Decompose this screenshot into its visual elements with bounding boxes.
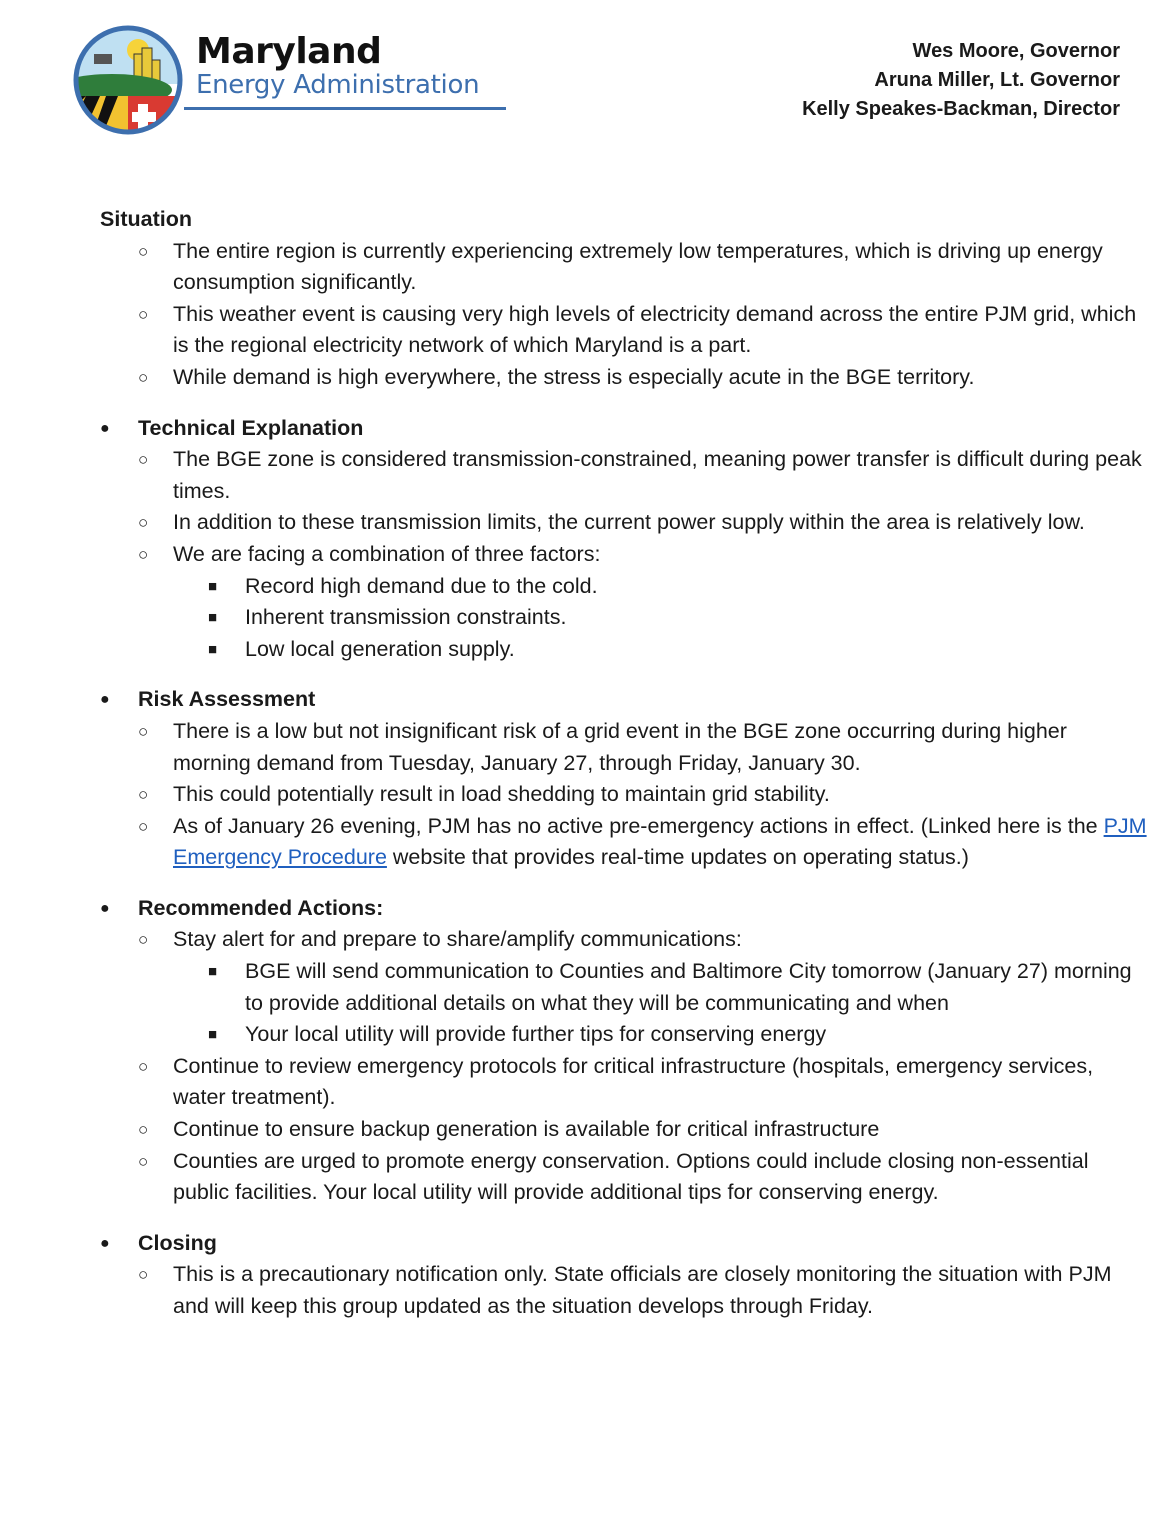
sub-list-item: ■ Low local generation supply. xyxy=(100,634,1150,666)
section-closing xyxy=(100,1228,1150,1323)
org-subname: Energy Administration xyxy=(196,70,480,100)
section-actions xyxy=(100,893,1150,1209)
list-item: ○ In addition to these transmission limits, the current power supply within the area is relatively low. xyxy=(100,507,1150,539)
pjm-prefix: As of January 26 evening, PJM has no active pre-emergency actions in effect. (Linked here is the xyxy=(173,813,1104,838)
list-item: ○ While demand is high everywhere, the stress is especially acute in the BGE territory. xyxy=(100,362,1150,394)
org-name: Maryland xyxy=(196,31,382,72)
officials-block xyxy=(802,37,1120,124)
sub-list-item: ■ Your local utility will provide further tips for conserving energy xyxy=(100,1019,1150,1051)
list-item: ○ This is a precautionary notification only. State officials are closely monitoring the situation with PJM and will keep this group updated as the situation develops through Friday. xyxy=(100,1259,1150,1322)
list-item: ○ We are facing a combination of three factors: xyxy=(100,539,1150,571)
section-heading: ● Technical Explanation xyxy=(100,413,1150,445)
list-item-pjm-status xyxy=(100,811,1150,874)
list-item: ○ The BGE zone is considered transmission-constrained, meaning power transfer is difficult during peak times. xyxy=(100,444,1150,507)
pjm-suffix: website that provides real-time updates on operating status.) xyxy=(386,845,969,870)
list-item: ○ This could potentially result in load shedding to maintain grid stability. xyxy=(100,779,1150,811)
pjm-emergency-procedure-link[interactable]: PJM Emergency Procedure xyxy=(173,813,1147,870)
section-heading: ● Recommended Actions: xyxy=(100,893,1150,925)
list-item: ○ Continue to review emergency protocols for critical infrastructure (hospitals, emergency services, water treatment). xyxy=(100,1051,1150,1114)
official-director: Kelly Speakes-Backman, Director xyxy=(802,98,1120,120)
document-body xyxy=(100,204,1150,1342)
list-item: ○ Counties are urged to promote energy conservation. Options could include closing non-essential public facilities. Your local utility will provide additional tips for conserving energy. xyxy=(100,1146,1150,1209)
section-heading: ● Closing xyxy=(100,1228,1150,1260)
list-item: ○ The entire region is currently experiencing extremely low temperatures, which is driving up energy consumption significantly. xyxy=(100,236,1150,299)
sub-list-item: ■ BGE will send communication to Counties and Baltimore City tomorrow (January 27) morning to provide additional details on what they will be communicating and when xyxy=(100,956,1150,1019)
logo-underline xyxy=(184,107,506,110)
section-risk xyxy=(100,684,1150,874)
mea-logo xyxy=(72,24,512,139)
maryland-seal-icon xyxy=(72,24,184,136)
official-governor: Wes Moore, Governor xyxy=(912,40,1120,62)
section-situation xyxy=(100,204,1150,394)
sub-list-item: ■ Inherent transmission constraints. xyxy=(100,602,1150,634)
section-heading: Situation xyxy=(100,207,192,231)
list-item: ○ Continue to ensure backup generation is available for critical infrastructure xyxy=(100,1114,1150,1146)
list-item: ○ This weather event is causing very high levels of electricity demand across the entire PJM grid, which is the regional electricity network of which Maryland is a part. xyxy=(100,299,1150,362)
section-heading: ● Risk Assessment xyxy=(100,684,1150,716)
list-item: ○ Stay alert for and prepare to share/amplify communications: xyxy=(100,924,1150,956)
section-technical xyxy=(100,413,1150,666)
sub-list-item: ■ Record high demand due to the cold. xyxy=(100,571,1150,603)
list-item: ○ There is a low but not insignificant risk of a grid event in the BGE zone occurring during higher morning demand from Tuesday, January 27, through Friday, January 30. xyxy=(100,716,1150,779)
official-lt-governor: Aruna Miller, Lt. Governor xyxy=(874,69,1120,91)
